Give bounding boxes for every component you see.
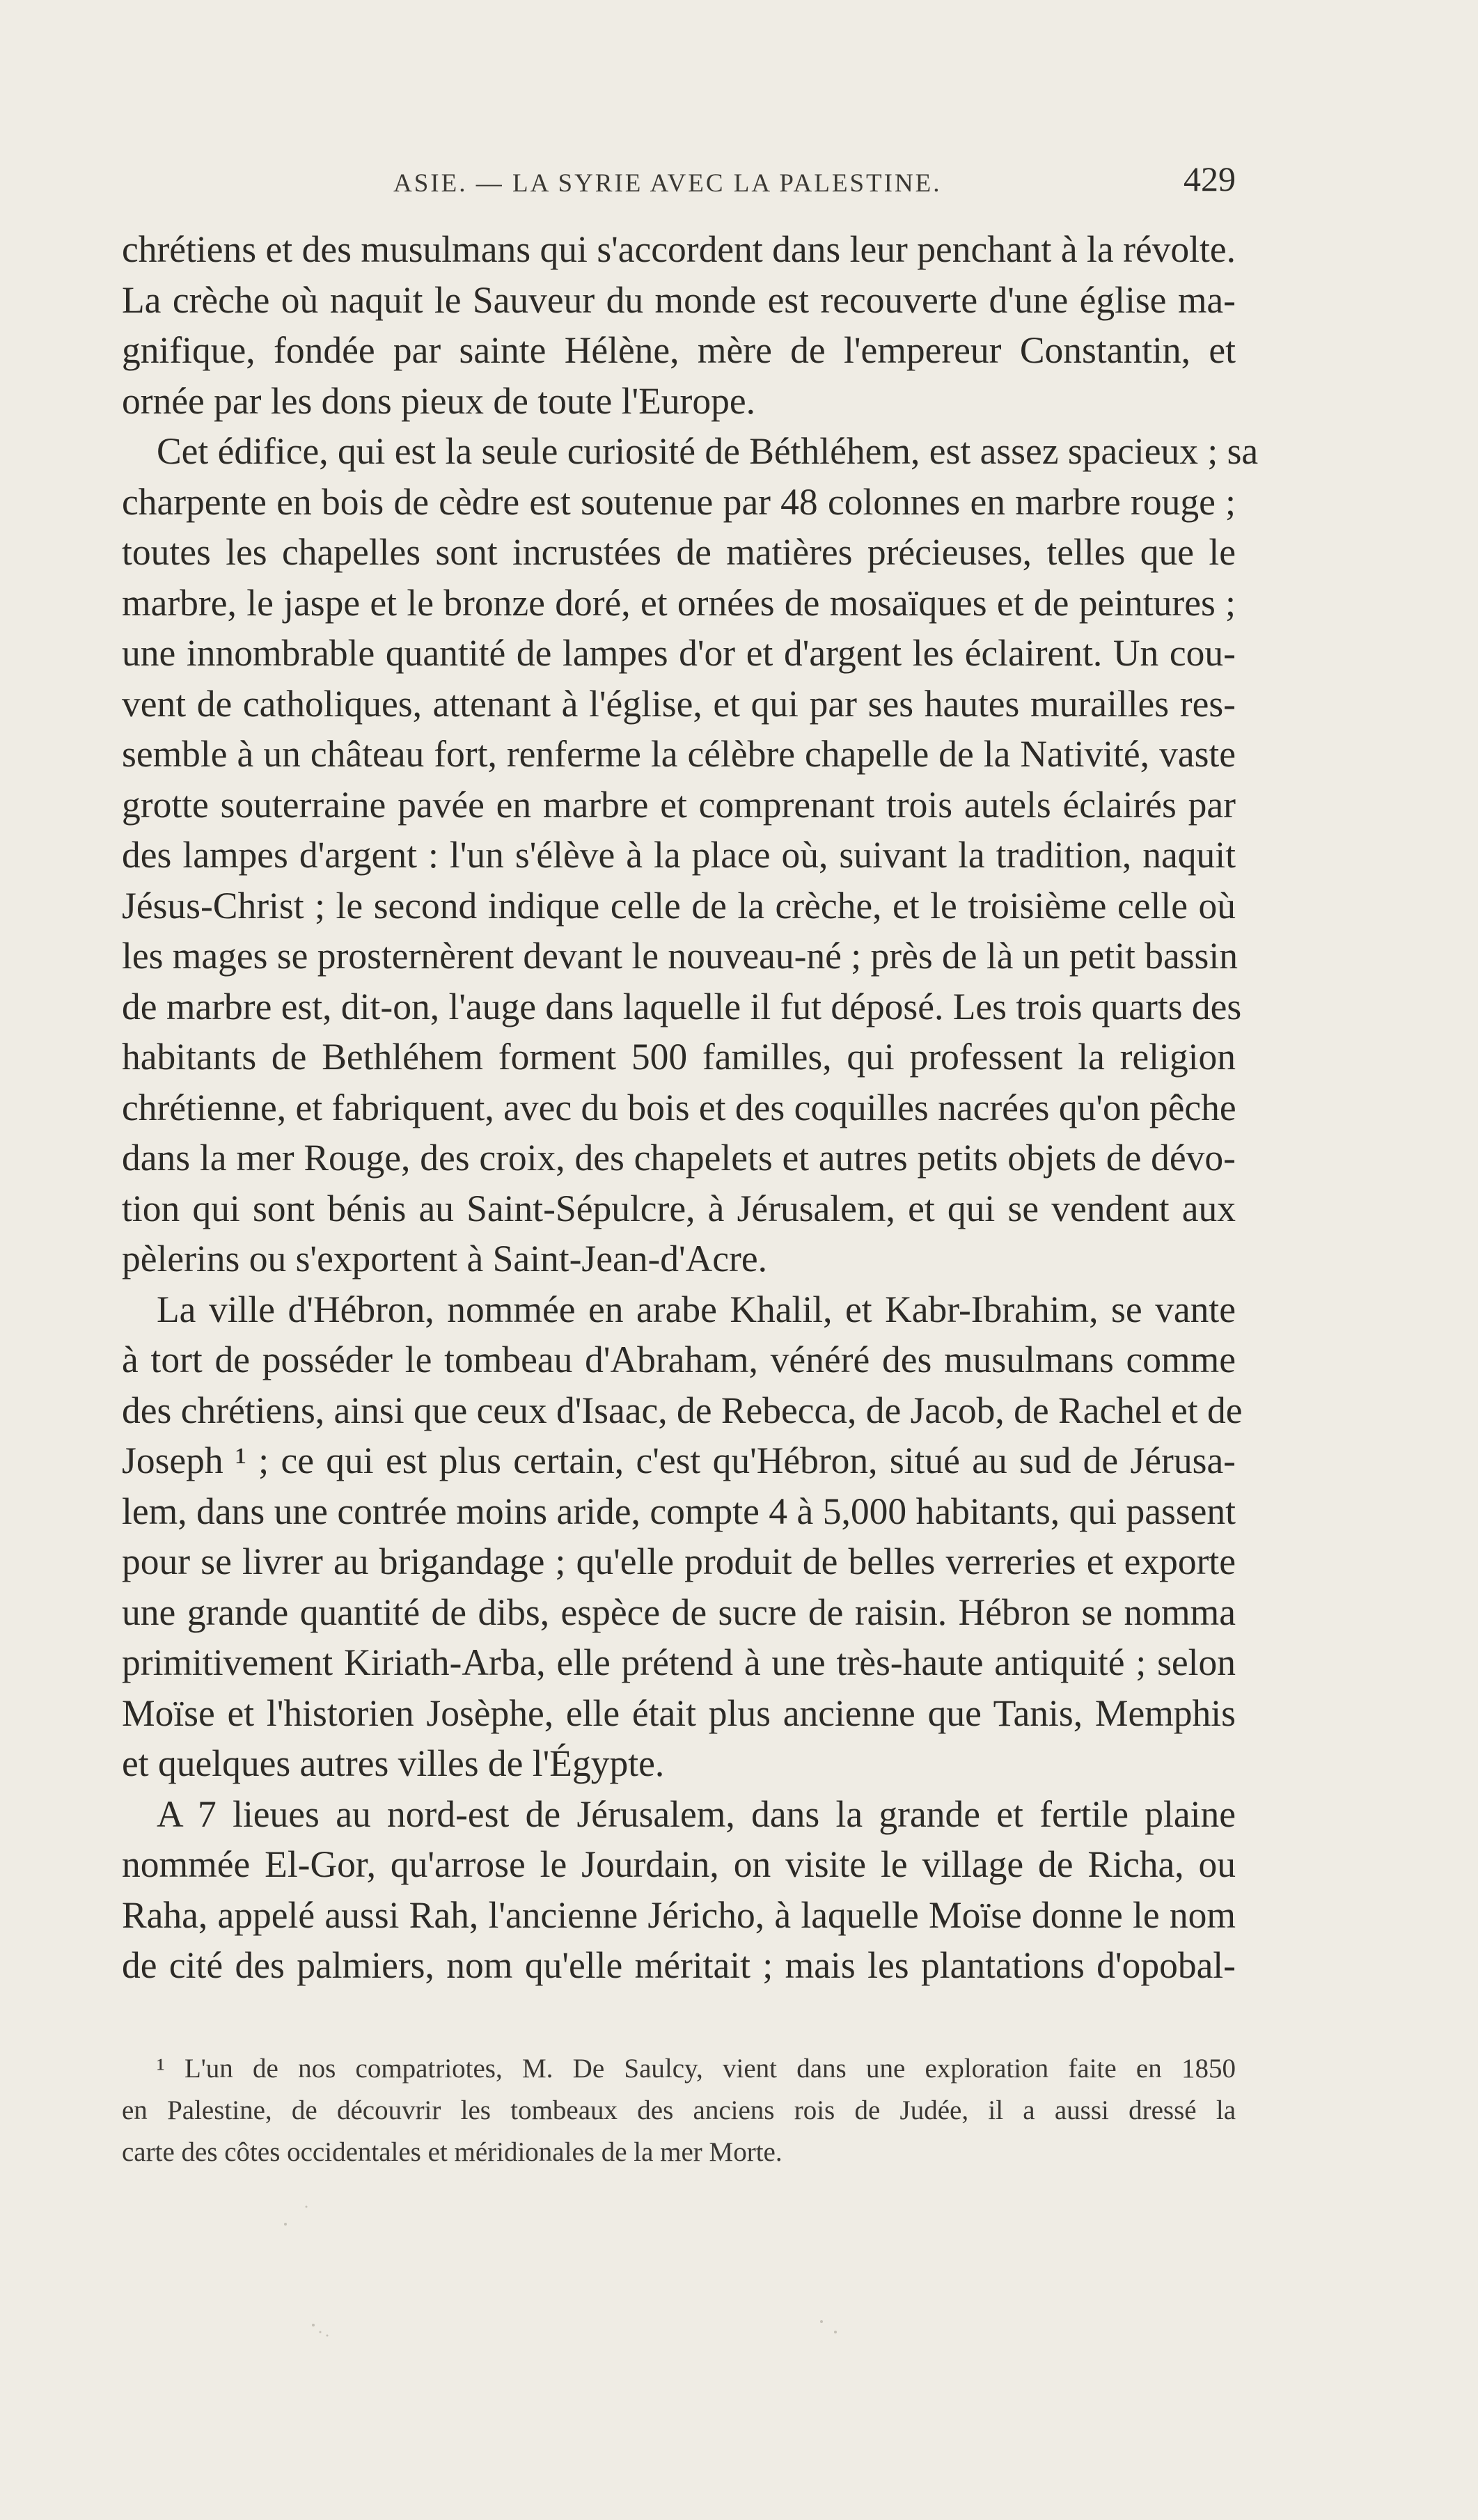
text-line: semble à un château fort, renferme la célèbre chapelle de la Nativité, vaste — [122, 733, 1236, 775]
page-number: 429 — [1184, 159, 1236, 198]
text-line: chrétienne, et fabriquent, avec du bois et des coquilles nacrées qu'on pêche — [122, 1086, 1236, 1128]
text-line: lem, dans une contrée moins aride, compte 4 à 5,000 habitants, qui passent — [122, 1490, 1236, 1532]
text-line: des chrétiens, ainsi que ceux d'Isaac, de Rebecca, de Jacob, de Rachel et de — [122, 1389, 1243, 1431]
text-line: Moïse et l'historien Josèphe, elle était plus ancienne que Tanis, Memphis — [122, 1692, 1236, 1734]
text-line: pèlerins ou s'exportent à Saint-Jean-d'Acre. — [122, 1238, 767, 1279]
text-line: Raha, appelé aussi Rah, l'ancienne Jéricho, à laquelle Moïse donne le nom — [122, 1893, 1236, 1936]
text-line: ornée par les dons pieux de toute l'Europe. — [122, 379, 755, 422]
text-line: chrétiens et des musulmans qui s'accordent dans leur penchant à la révolte. — [122, 228, 1236, 270]
text-line: Cet édifice, qui est la seule curiosité de Béthléhem, est assez spacieux ; sa — [157, 430, 1259, 472]
text-line: de marbre est, dit-on, l'auge dans laquelle il fut déposé. Les trois quarts des — [122, 985, 1242, 1027]
text-line: gnifique, fondée par sainte Hélène, mère de l'empereur Constantin, et — [122, 329, 1236, 371]
text-line: primitivement Kiriath-Arba, elle prétend à une très-haute antiquité ; selon — [122, 1641, 1236, 1683]
text-line: et quelques autres villes de l'Égypte. — [122, 1742, 665, 1784]
text-line: Jésus-Christ ; le second indique celle de la crèche, et le troisième celle où — [122, 884, 1236, 927]
text-line: une grande quantité de dibs, espèce de sucre de raisin. Hébron se nomma — [122, 1591, 1236, 1633]
text-line: nommée El-Gor, qu'arrose le Jourdain, on visite le village de Richa, ou — [122, 1843, 1236, 1885]
text-line: une innombrable quantité de lampes d'or et d'argent les éclairent. Un cou- — [122, 632, 1236, 674]
text-line: grotte souterraine pavée en marbre et comprenant trois autels éclairés par — [122, 783, 1236, 826]
text-line: La crèche où naquit le Sauveur du monde est recouverte d'une église ma- — [122, 278, 1236, 321]
paper-specks — [278, 2193, 1114, 2471]
body-text — [122, 224, 1259, 1991]
text-line: tion qui sont bénis au Saint-Sépulcre, à Jérusalem, et qui se vendent aux — [122, 1187, 1236, 1229]
footnote-line: carte des côtes occidentales et méridionales de la mer Morte. — [122, 2137, 783, 2167]
footnote — [122, 2048, 1236, 2173]
text-line: Joseph ¹ ; ce qui est plus certain, c'est qu'Hébron, situé au sud de Jérusa- — [122, 1440, 1236, 1481]
footnote-line: en Palestine, de découvrir les tombeaux des anciens rois de Judée, il a aussi dressé la — [122, 2095, 1236, 2125]
text-line: A 7 lieues au nord-est de Jérusalem, dans la grande et fertile plaine — [157, 1793, 1236, 1835]
text-line: vent de catholiques, attenant à l'église, et qui par ses hautes murailles res- — [122, 682, 1236, 725]
running-title: ASIE. — LA SYRIE AVEC LA PALESTINE. — [393, 169, 942, 198]
text-line: dans la mer Rouge, des croix, des chapelets et autres petits objets de dévo- — [122, 1137, 1236, 1179]
text-line: La ville d'Hébron, nommée en arabe Khalil, et Kabr-Ibrahim, se vante — [157, 1288, 1236, 1330]
text-line: marbre, le jaspe et le bronze doré, et ornées de mosaïques et de peintures ; — [122, 581, 1236, 624]
footnote-line: ¹ L'un de nos compatriotes, M. De Saulcy, vient dans une exploration faite en 1850 — [157, 2054, 1236, 2084]
text-line: toutes les chapelles sont incrustées de matières précieuses, telles que le — [122, 531, 1236, 573]
text-line: pour se livrer au brigandage ; qu'elle produit de belles verreries et exporte — [122, 1541, 1236, 1582]
page-header — [122, 159, 1236, 207]
text-line: à tort de posséder le tombeau d'Abraham, vénéré des musulmans comme — [122, 1339, 1236, 1380]
text-line: de cité des palmiers, nom qu'elle méritait ; mais les plantations d'opobal- — [122, 1944, 1236, 1986]
text-line: les mages se prosternèrent devant le nouveau-né ; près de là un petit bassin — [122, 935, 1238, 977]
text-line: des lampes d'argent : l'un s'élève à la place où, suivant la tradition, naquit — [122, 834, 1236, 876]
text-line: habitants de Bethléhem forment 500 familles, qui professent la religion — [122, 1036, 1236, 1078]
text-line: charpente en bois de cèdre est soutenue par 48 colonnes en marbre rouge ; — [122, 480, 1236, 523]
